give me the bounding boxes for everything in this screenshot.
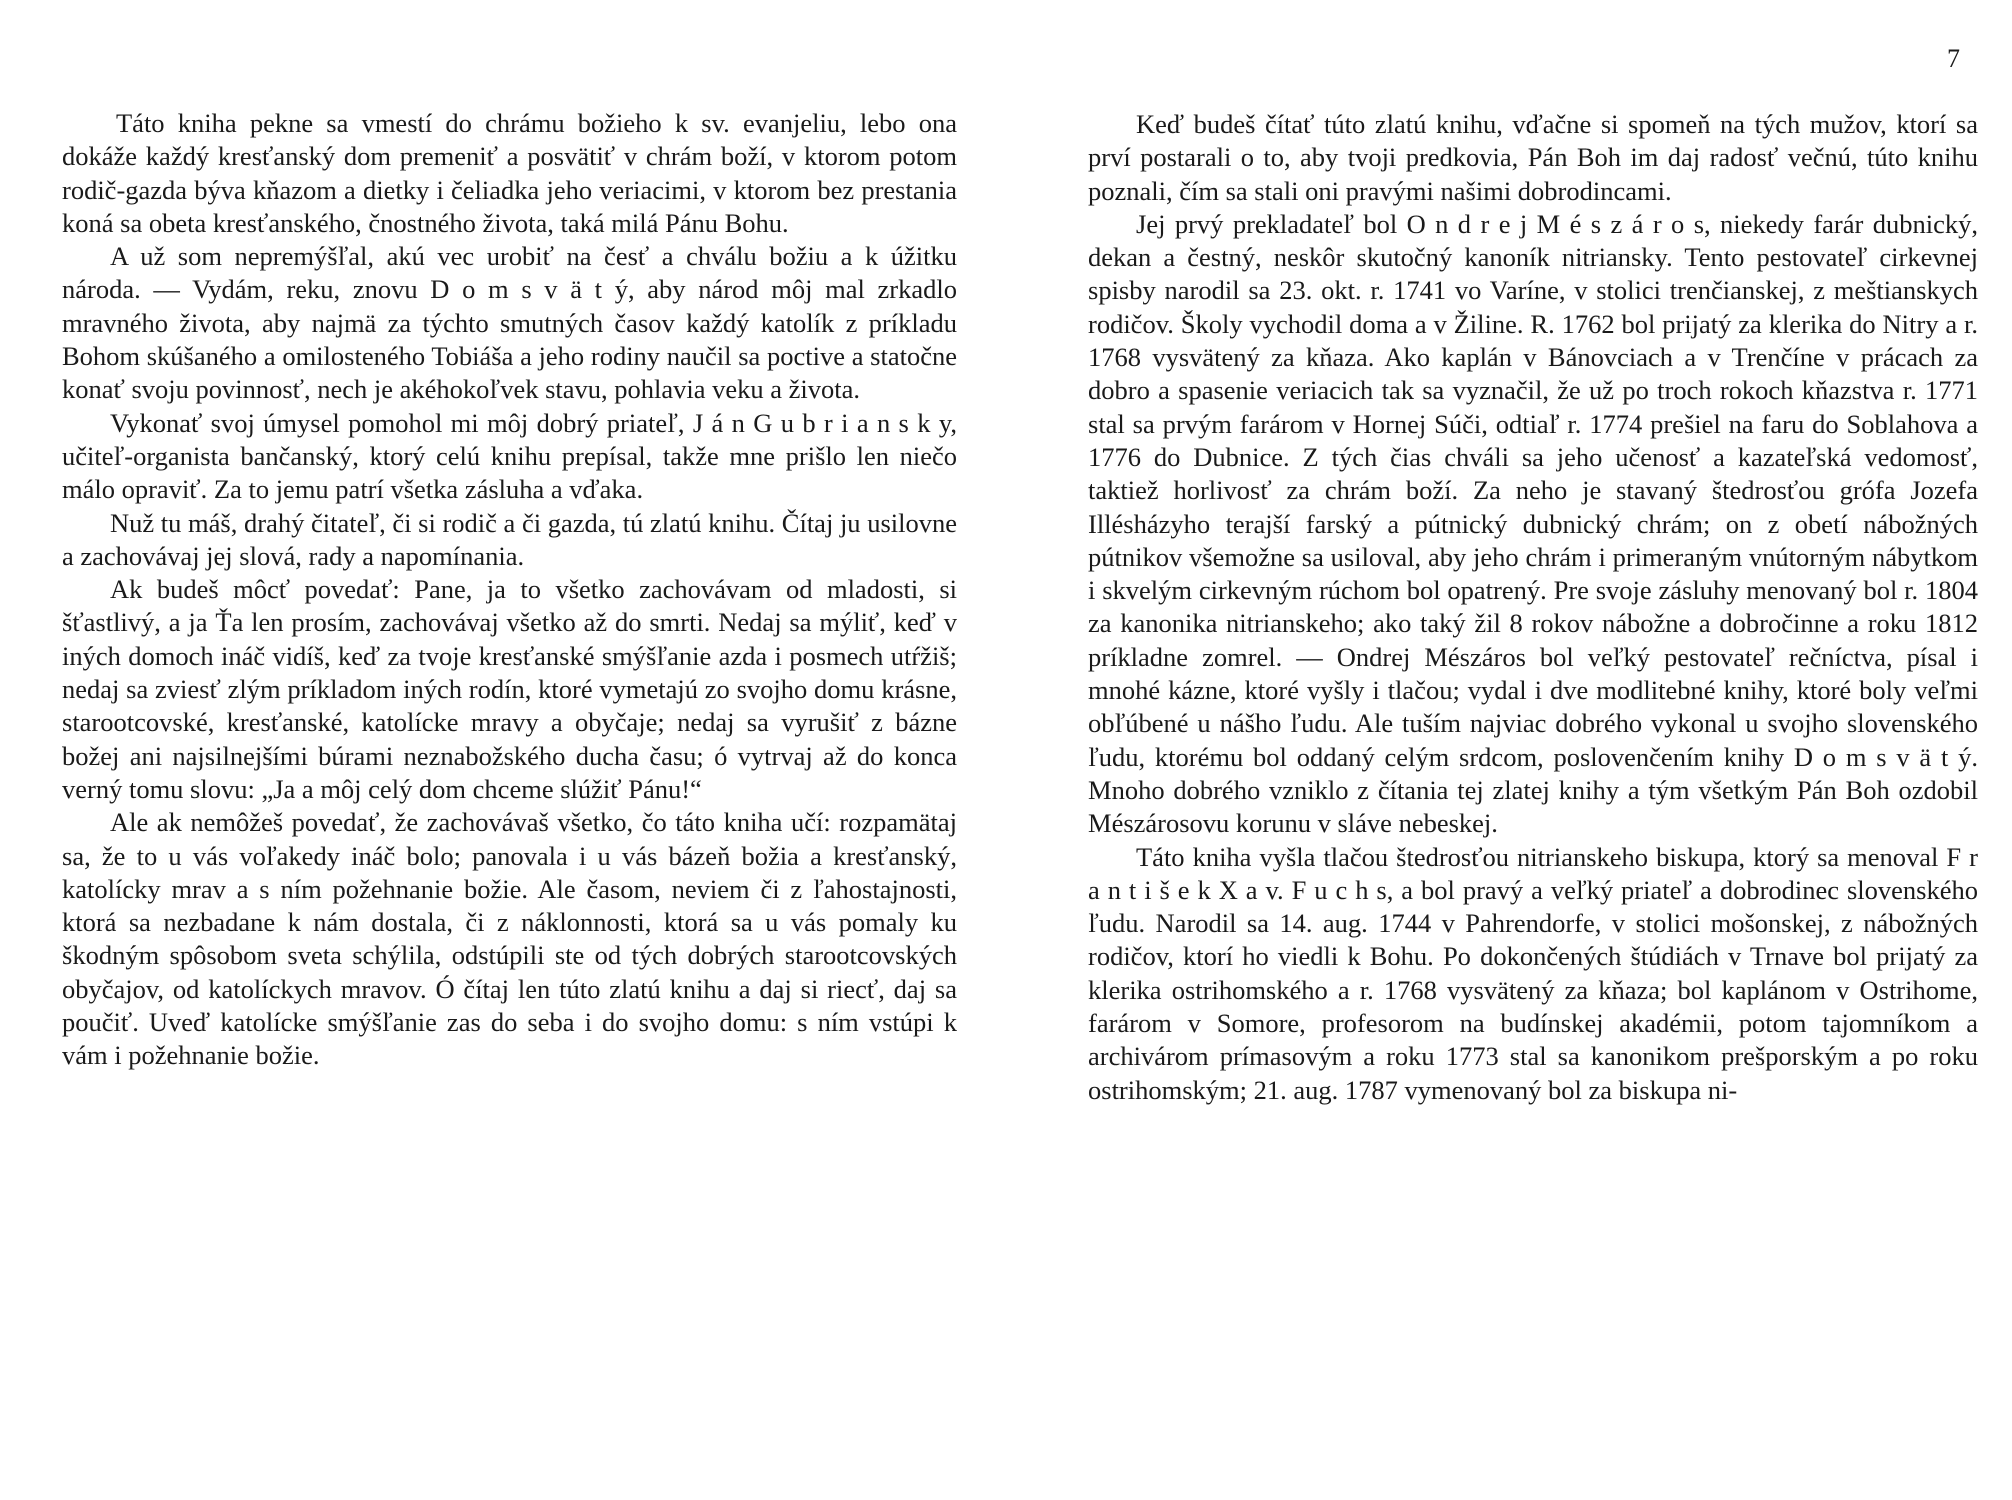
right-page-text <box>1088 108 1978 1107</box>
paragraph: A už som nepremýšľal, akú vec urobiť na česť a chválu božiu a k úžitku národa. — Vydám, reku, znovu D o m s v ä t ý, aby národ môj mal zrkadlo mravného života, aby najmä za týchto smutných časov každý katolík z príkladu Bohom skúšaného a omilosteného Tobiáša a jeho rodiny naučil sa poctive a statočne konať svoju povinnosť, nech je akéhokoľvek stavu, pohlavia veku a života. <box>62 241 957 405</box>
paragraph: Táto kniha pekne sa vmestí do chrámu božieho k sv. evanjeliu, lebo ona dokáže každý kresťanský dom premeniť a posvätiť v chrám boží, v ktorom potom rodič-gazda býva kňazom a dietky i čeliadka jeho veriacimi, v ktorom bez prestania koná sa obeta kresťanského, čnostného života, taká milá Pánu Bohu. <box>62 108 957 238</box>
paragraph: Keď budeš čítať túto zlatú knihu, vďačne si spomeň na tých mužov, ktorí sa prví postarali o to, aby tvoji predkovia, Pán Boh im daj radosť večnú, túto knihu poznali, čím sa stali oni pravými našimi dobrodincami. <box>1088 109 1978 206</box>
paragraph: Ak budeš môcť povedať: Pane, ja to všetko zachovávam od mladosti, si šťastlivý, a ja Ťa len prosím, zachovávaj všetko až do smrti. Nedaj sa mýliť, keď v iných domoch ináč vidíš, keď za tvoje kresťanské smýšľanie azda i posmech utŕžiš; nedaj sa zviesť zlým príkladom iných rodín, ktoré vymetajú zo svojho domu krásne, starootcovské, kresťanské, katolícke mravy a obyčaje; nedaj sa vyrušiť z bázne božej ani najsilnejšími búrami neznabožského ducha času; ó vytrvaj až do konca verný tomu slovu: „Ja a môj celý dom chceme slúžiť Pánu!“ <box>62 574 957 804</box>
paragraph: Ale ak nemôžeš povedať, že zachovávaš všetko, čo táto kniha učí: rozpamätaj sa, že to u vás voľakedy ináč bolo; panovala i u vás bázeň božia a kresťanský, katolícky mrav a s ním požehnanie božie. Ale časom, neviem či z ľahostajnosti, ktorá sa nezbadane k nám dostala, či z náklonnosti, ktorá sa u vás pomaly ku škodným spôsobom sveta schýlila, odstúpili ste od tých dobrých starootcovských obyčajov, od katolíckych mravov. Ó čítaj len túto zlatú knihu a daj si riecť, daj sa poučiť. Uveď katolícke smýšľanie zas do seba i do svojho domu: s ním vstúpi k vám i požehnanie božie. <box>62 807 957 1071</box>
paragraph: Vykonať svoj úmysel pomohol mi môj dobrý priateľ, J á n G u b r i a n s k y, učiteľ-organista bančanský, ktorý celú knihu prepísal, takže mne prišlo len niečo málo opraviť. Za to jemu patrí všetka zásluha a vďaka. <box>62 407 957 505</box>
paragraph: Táto kniha vyšla tlačou štedrosťou nitrianskeho biskupa, ktorý sa menoval F r a n t i š e k X a v. F u c h s, a bol pravý a veľký priateľ a dobrodinec slovenského ľudu. Narodil sa 14. aug. 1744 v Pahrendorfe, v stolici mošonskej, z nábožných rodičov, ktorí ho viedli k Bohu. Po dokončených štúdiách v Trnave bol prijatý za klerika ostrihomského a r. 1768 vysvätený za kňaza; bol kaplánom v Ostrihome, farárom v Somore, profesorom na budínskej akadémii, potom tajomníkom a archivárom prímasovým a roku 1773 stal sa kanonikom prešporským a po roku ostrihomským; 21. aug. 1787 vymenovaný bol za biskupa ni- <box>1088 841 1978 1105</box>
page-number: 7 <box>1947 44 1960 73</box>
right-page <box>1006 0 2012 1500</box>
left-page-text <box>62 107 957 1073</box>
paragraph: Nuž tu máš, drahý čitateľ, či si rodič a či gazda, tú zlatú knihu. Čítaj ju usilovne a zachovávaj jej slová, rady a napomínania. <box>62 507 957 571</box>
left-page <box>0 0 1000 1500</box>
paragraph: Jej prvý prekladateľ bol O n d r e j M é s z á r o s, niekedy farár dubnický, dekan a čestný, neskôr skutočný kanoník nitriansky. Tento pestovateľ cirkevnej spisby narodil sa 23. okt. r. 1741 vo Varíne, v stolici trenčianskej, z meštianskych rodičov. Školy vychodil doma a v Žiline. R. 1762 bol prijatý za klerika do Nitry a r. 1768 vysvätený za kňaza. Ako kaplán v Bánovciach a v Trenčíne v prácach za dobro a spasenie veriacich tak sa vyznačil, že už po troch rokoch kňazstva r. 1771 stal sa prvým farárom v Hornej Súči, odtiaľ r. 1774 prešiel na faru do Soblahova a 1776 do Dubnice. Z tých čias chváli sa jeho učenosť a kazateľská vedomosť, taktiež horlivosť za chrám boží. Za neho je stavaný štedrosťou grófa Jozefa Illésházyho terajší farský a pútnický dubnický chrám; on z obetí nábožných pútnikov všemožne sa usiloval, aby jeho chrám i primeraným vnútorným nábytkom i skvelým cirkevným rúchom bol opatrený. Pre svoje zásluhy menovaný bol r. 1804 za kanonika nitrianskeho; ako taký žil 8 rokov nábožne a dobročinne a roku 1812 príkladne zomrel. — Ondrej Mészáros bol veľký pestovateľ rečníctva, písal i mnohé kázne, ktoré vyšly i tlačou; vydal i dve modlitebné knihy, ktoré boly veľmi obľúbené u nášho ľudu. Ale tuším najviac dobrého vykonal u svojho slovenského ľudu, ktorému bol oddaný celým srdcom, poslovenčením knihy D o m s v ä t ý. Mnoho dobrého vzniklo z čítania tej zlatej knihy a tým všetkým Pán Boh ozdobil Mészárosovu korunu v sláve nebeskej. <box>1088 208 1978 839</box>
